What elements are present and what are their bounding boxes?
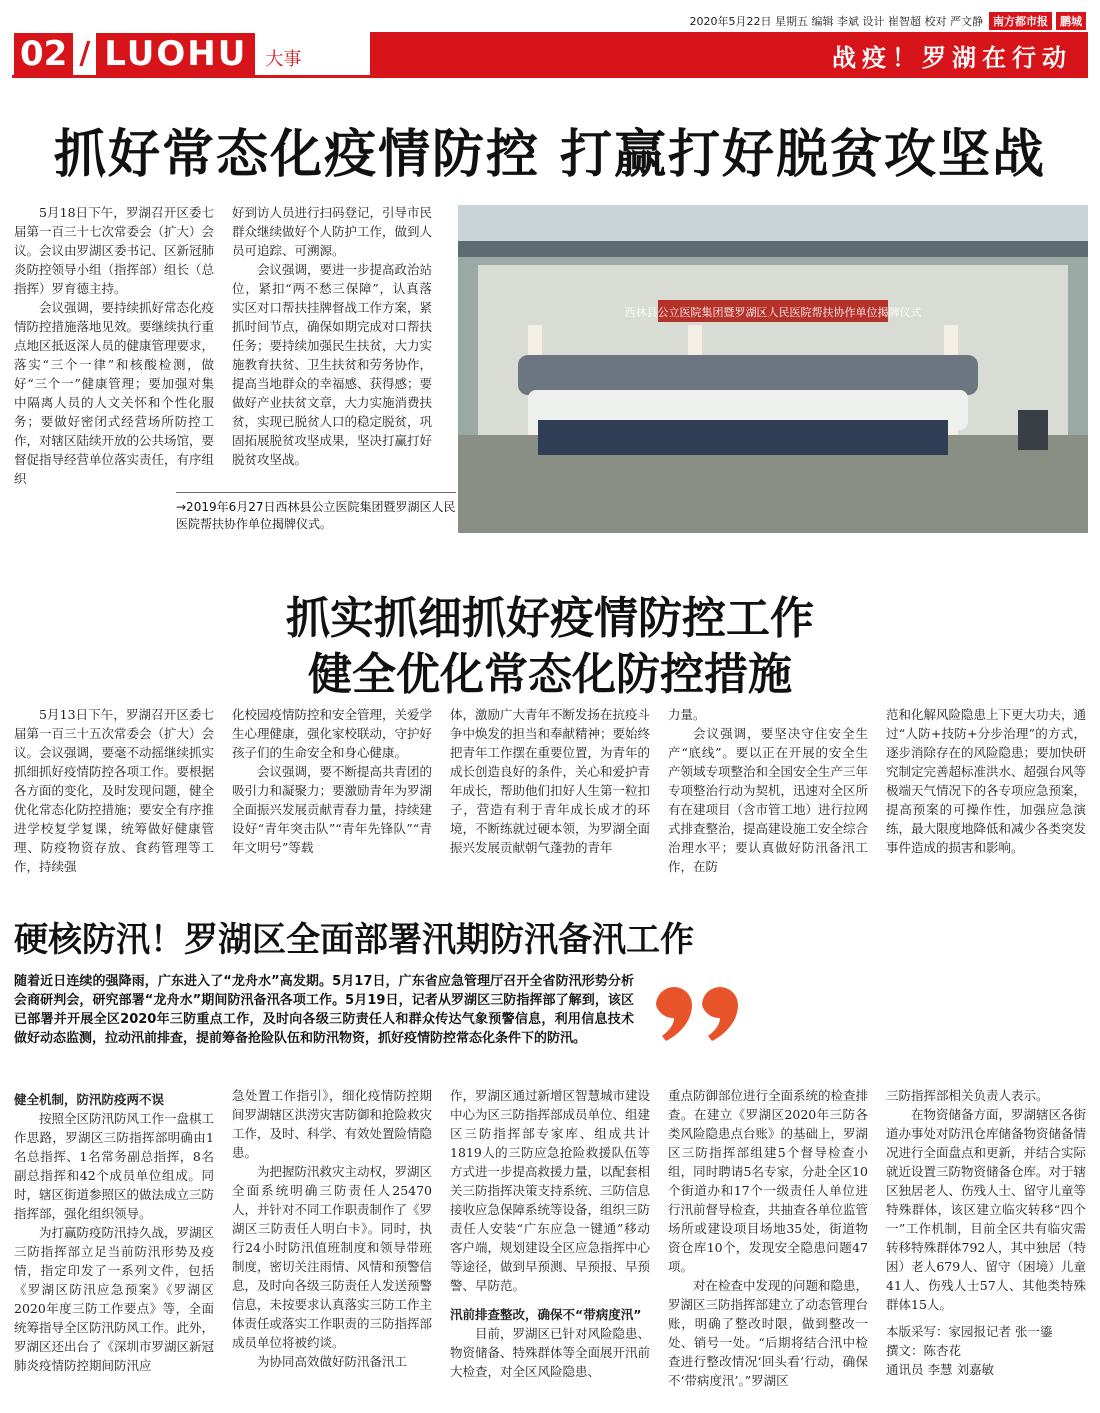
brand-subname: 鹏城: [1056, 12, 1086, 30]
paragraph: 会议强调，要不断提高共青团的吸引力和凝聚力；要激励青年为罗湖全面振兴发展贡献青春力量，持续建设好“青年突击队”“青年先锋队”“青年文明号”等载: [232, 764, 433, 855]
photo-banner-text: 西林县公立医院集团暨罗湖区人民医院帮扶协作单位揭牌仪式: [624, 306, 922, 319]
date-line: [690, 12, 1086, 30]
article1-col1: [14, 203, 214, 488]
paragraph: 为协同高效做好防汛备汛工: [257, 1354, 408, 1369]
credit-line: 撰文：陈杏花: [886, 1343, 962, 1358]
brand-logo: [989, 12, 1086, 30]
slash-divider: /: [79, 36, 91, 71]
paragraph: 5月13日下午，罗湖召开区委七届第一百三十五次常委会（扩大）会议。会议强调，要毫不动摇继续抓实抓细抓好疫情防控各项工作。要根据各方面的变化，及时发现问题，健全优化常态化防控措施；要安全有序推进学校复学复课，统筹做好健康管理、防疫物资存放、食药管理等工作，持续强: [14, 707, 215, 874]
paragraph: 按照全区防汛防风工作一盘棋工作思路，罗湖区三防指挥部明确由1名总指挥、1名常务副总指挥，8名副总指挥和42个成员单位组成。同时，辖区街道参照区的做法成立三防指挥部，强化组织领导。: [14, 1111, 215, 1221]
banner-left: [12, 32, 370, 78]
article2-col4: [668, 705, 868, 876]
paragraph: 三防指挥部相关负责人表示。: [886, 1088, 1049, 1103]
paragraph: 好到访人员进行扫码登记，引导市民群众继续做好个人防护工作，做到人员可追踪、可溯源。: [232, 205, 433, 258]
paragraph: 在物资储备方面，罗湖辖区各街道办事处对防汛仓库储备物资储备情况进行全面盘点和更新，并结合实际就近设置三防物资储备仓库。对于辖区独居老人、伤残人士、留守儿童等特殊群体，该区建立临灾转移“四个一”工作机制，目前全区共有临灾需转移特殊群体792人，其中独居（特困）老人679人、留守（困境）儿童41人、伤残人士57人、其他类特殊群体15人。: [886, 1107, 1087, 1312]
paragraph: 目前，罗湖区已针对风险隐患、物资储备、特殊群体等全面展开汛前大检查，对全区风险隐患、: [450, 1326, 651, 1379]
subheading: 汛前排查整改，确保不“带病度汛”: [450, 1307, 642, 1322]
article3-lead: 随着近日连续的强降雨，广东进入了“龙舟水”高发期。5月17日，广东省应急管理厅召开全省防汛形势分析会商研判会，研究部署“龙舟水”期间防汛备汛各项工作。5月19日，记者从罗湖区三防指挥部了解到，该区已部署并开展全区2020年三防重点工作，及时向各级三防责任人和群众传达气象预警信息，利用信息技术做好动态监测，拉动汛前排查，提前筹备抢险队伍和防汛物资，抓好疫情防控常态化条件下的防汛。: [14, 974, 634, 1046]
article2-headline-line1: 抓实抓细抓好疫情防控工作: [286, 593, 814, 644]
article1-headline: 抓好常态化疫情防控 打赢打好脱贫攻坚战: [53, 125, 1047, 185]
article3-col5: [886, 1086, 1086, 1379]
paragraph: 为打赢防疫防汛持久战，罗湖区三防指挥部立足当前防汛形势及疫情，指定印发了一系列文件，包括《罗湖区防汛应急预案》《罗湖区2020年度三防工作要点》等，全面统筹指导全区防汛防风工作。此外，罗湖区还出台了《深圳市罗湖区新冠肺炎疫情防控期间防汛应: [14, 1225, 215, 1373]
paragraph: 为把握防汛救灾主动权，罗湖区全面系统明确三防责任人25470人，并针对不同工作职责制作了《罗湖区三防责任人明白卡》。同时，执行24小时防汛值班制度和领导带班制度，密切关注雨情、风情和预警信息，及时向各级三防责任人发送预警信息，未按要求认真落实三防工作主体责任或落实工作职责的三防指挥部成员单位将被约谈。: [232, 1164, 433, 1350]
section-banner: [12, 32, 1088, 78]
paragraph: 会议强调，要进一步提高政治站位，紧扣“两不愁三保障”，认真落实区对口帮扶挂牌督战工作方案，紧抓时间节点，确保如期完成对口帮扶任务；要持续加强民生扶贫，大力实施教育扶贫、卫生扶贫和劳务协作，提高当地群众的幸福感、获得感；要做好产业扶贫文章，大力实施消费扶贫，实现已脱贫人口的稳定脱贫，巩固拓展脱贫攻坚成果，坚决打赢打好脱贫攻坚战。: [232, 262, 433, 467]
paragraph: 体，激励广大青年不断发扬在抗疫斗争中焕发的担当和奉献精神；要始终把青年工作摆在重要位置，为青年的成长创造良好的条件，关心和爱护青年成长，帮助他们扣好人生第一粒扣子，营造有利于青年成长成才的环境，不断练就过硬本领，为罗湖全面振兴发展贡献朝气蓬勃的青年: [450, 707, 651, 855]
section-label: 大事: [265, 49, 302, 70]
column-title: 战疫！罗湖在行动: [370, 32, 1088, 78]
paragraph: 会议强调，要持续抓好常态化疫情防控措施落地见效。要继续执行重点地区抵返深人员的健康管理要求，落实“三个一律”和核酸检测，做好“三个一”健康管理；要加强对集中隔离人员的人文关怀和个性化服务；要做好密闭式经营场所防控工作，对辖区陆续开放的公共场馆，要督促指导经营单位落实责任，有序组织: [14, 300, 215, 486]
photo-caption: →2019年6月27日西林县公立医院集团暨罗湖区人民医院帮扶协作单位揭牌仪式。: [176, 492, 456, 533]
article3-headline: 硬核防汛！罗湖区全面部署汛期防汛备汛工作: [14, 920, 694, 960]
paragraph: 范和化解风险隐患上下更大功夫，通过“人防+技防+分步治理”的方式，逐步消除存在的风险隐患；要加快研究制定完善超标准洪水、超强台风等极端天气情况下的各专项应急预案，提高预案的可操作性，加强应急演练，最大限度地降低和减少各类突发事件造成的损害和影响。: [886, 707, 1087, 855]
district-name: LUOHU: [96, 33, 255, 75]
paragraph: 对在检查中发现的问题和隐患，罗湖区三防指挥部建立了动态管理台账，明确了整改时限，做到整改一处、销号一处。“后期将结合汛中检查进行整改情况‘回头看’行动，确保不‘带病度汛’。”罗湖区: [668, 1278, 869, 1388]
credit-line: 通讯员 李慧 刘嘉敏: [886, 1362, 994, 1377]
subheading: 健全机制，防汛防疫两不误: [14, 1092, 165, 1107]
paragraph: 作，罗湖区通过新增区智慧城市建设中心为区三防指挥部成员单位、组建区三防指挥部专家库、组成共计1819人的三防应急抢险救援队伍等方式进一步提高救援力量，以配套相关三防指挥决策支持系统、三防信息接收应急保障系统等设备，组织三防责任人安装“广东应急一键通”移动客户端，规划建设全区应急指挥中心等途径，做到早预测、早预报、早预警、早防范。: [450, 1088, 651, 1293]
article3-col1: [14, 1086, 214, 1375]
event-photo-illustration: [458, 205, 1088, 533]
paragraph: 力量。: [668, 707, 706, 722]
page-number: 02: [14, 33, 73, 75]
article3-col3: [450, 1086, 650, 1381]
article2-col3: [450, 705, 650, 857]
paragraph: 急处置工作指引》，细化疫情防控期间罗湖辖区洪涝灾害防御和抢险救灾工作，及时、科学、有效处置险情隐患。: [232, 1088, 433, 1160]
date-editor-info: 2020年5月22日 星期五 编辑 李斌 设计 崔智超 校对 严文静: [689, 15, 983, 28]
article3-col2: [232, 1086, 432, 1371]
paragraph: 5月18日下午，罗湖召开区委七届第一百三十七次常委会（扩大）会议。会议由罗湖区委书记、区新冠肺炎防控领导小组（指挥部）组长（总指挥）罗育德主持。: [14, 205, 215, 296]
article2-col1: [14, 705, 214, 876]
paragraph: 会议强调，要坚决守住安全生产“底线”。要以正在开展的安全生产领域专项整治和全国安全生产三年专项整治行动为契机，迅速对全区所有在建项目（含市管工地）进行拉网式排查整治，提高建设施工安全综合治理水平；要认真做好防汛备汛工作，在防: [668, 726, 869, 874]
article2-col5: [886, 705, 1086, 857]
article2-col2: [232, 705, 432, 857]
brand-name: 南方都市报: [989, 12, 1052, 30]
event-photo: [458, 205, 1088, 533]
article1-col2: [232, 203, 432, 469]
article3-col4: [668, 1086, 868, 1390]
article2-headline-line2: 健全优化常态化防控措施: [308, 649, 792, 700]
quote-mark-icon: [648, 975, 748, 1045]
paragraph: 重点防御部位进行全面系统的检查排查。在建立《罗湖区2020年三防各类风险隐患点台账》的基础上，罗湖区三防指挥部组建5个督导检查小组，同时聘请5名专家，分赴全区10个街道办和17个一级责任人单位进行汛前督导检查，共抽查各单位监管场所或建设项目场地35处，街道物资仓库10个，发现安全隐患问题47项。: [668, 1088, 869, 1274]
paragraph: 化校园疫情防控和安全管理，关爱学生心理健康，强化家校联动，守护好孩子们的生命安全和身心健康。: [232, 707, 433, 760]
credit-line: 本版采写：家园报记者 张一鎏: [886, 1324, 1053, 1339]
